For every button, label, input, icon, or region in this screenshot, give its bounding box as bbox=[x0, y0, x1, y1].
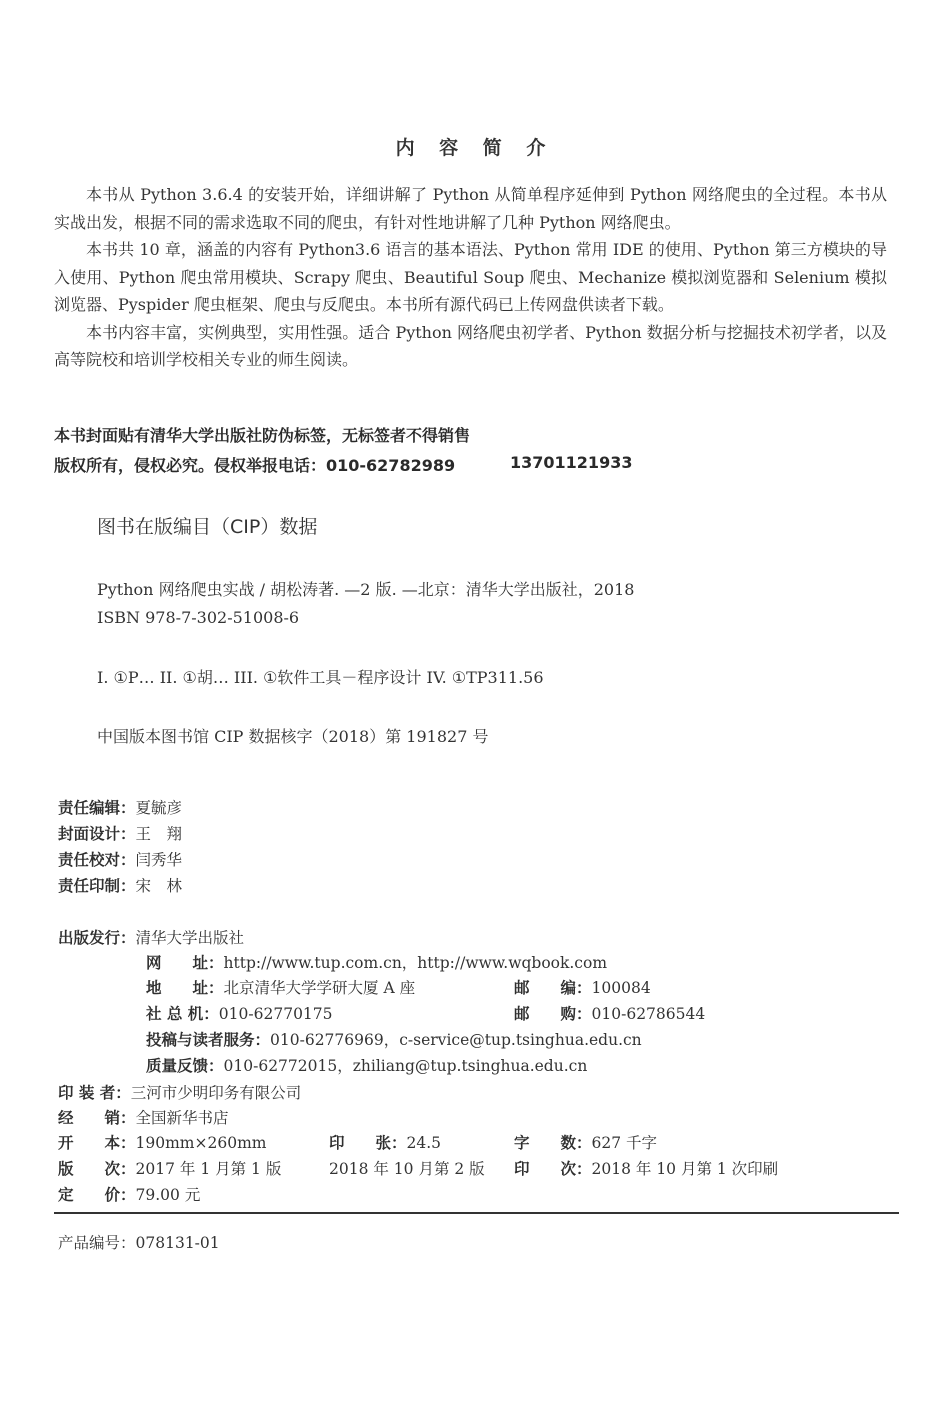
publisher-website: 网 址：http://www.tup.com.cn，http://www.wqbook.com bbox=[146, 954, 608, 972]
publisher-quality-feedback: 质量反馈：010-62772015，zhiliang@tup.tsinghua.edu.cn bbox=[146, 1057, 588, 1075]
product-code-row: 产品编号：078131-01 bbox=[58, 1234, 220, 1252]
impression-row: 印 次：2018 年 10 月第 1 次印刷 bbox=[514, 1160, 779, 1178]
divider-line bbox=[54, 1212, 899, 1214]
edition-row: 版 次：2017 年 1 月第 1 版 bbox=[58, 1160, 282, 1178]
intro-paragraph: 本书共 10 章，涵盖的内容有 Python3.6 语言的基本语法、Python 常用 IDE 的使用、Python 第三方模块的导入使用、Python 爬虫常用模块、Scrapy 爬虫、Beautiful Soup 爬虫、Mechanize 模拟浏览器和 Selenium 模拟浏览器、Pyspider 爬虫框架、爬虫与反爬虫。本书所有源代码已上传网盘供读者下载。 bbox=[54, 240, 887, 314]
cip-heading: 图书在版编目（CIP）数据 bbox=[97, 516, 318, 538]
anti-counterfeit-notice: 本书封面贴有清华大学出版社防伪标签，无标签者不得销售 bbox=[54, 426, 471, 445]
printer-row: 印 装 者：三河市少明印务有限公司 bbox=[58, 1084, 302, 1102]
report-phone-2: 13701121933 bbox=[510, 453, 633, 472]
cip-record: 中国版本图书馆 CIP 数据核字（2018）第 191827 号 bbox=[97, 727, 489, 746]
copyright-line: 版权所有，侵权必究。侵权举报电话：010-62782989 bbox=[54, 456, 456, 475]
publisher-mail-order: 邮 购：010-62786544 bbox=[514, 1005, 706, 1023]
cip-isbn: ISBN 978-7-302-51008-6 bbox=[97, 608, 300, 627]
staff-proofreader: 责任校对：闫秀华 bbox=[58, 851, 183, 869]
publisher-address: 地 址：北京清华大学学研大厦 A 座 bbox=[146, 979, 416, 997]
staff-print-supervisor: 责任印制：宋 林 bbox=[58, 877, 183, 895]
intro-paragraph: 本书内容丰富，实例典型，实用性强。适合 Python 网络爬虫初学者、Python 数据分析与挖掘技术初学者，以及高等院校和培训学校相关专业的师生阅读。 bbox=[54, 322, 887, 369]
intro-paragraph: 本书从 Python 3.6.4 的安装开始，详细讲解了 Python 从简单程序延伸到 Python 网络爬虫的全过程。本书从实战出发，根据不同的需求选取不同的爬虫，有针对性地讲解了几种 Python 网络爬虫。 bbox=[54, 185, 887, 232]
staff-cover-designer: 封面设计：王 翔 bbox=[58, 825, 183, 843]
word-count-row: 字 数：627 千字 bbox=[514, 1134, 658, 1152]
price-row: 定 价：79.00 元 bbox=[58, 1186, 201, 1204]
sheets-row: 印 张：24.5 bbox=[329, 1134, 442, 1152]
format-row: 开 本：190mm×260mm bbox=[58, 1134, 267, 1152]
cip-title-line: Python 网络爬虫实战 / 胡松涛著. —2 版. —北京：清华大学出版社，2018 bbox=[97, 580, 635, 599]
distributor-row: 经 销：全国新华书店 bbox=[58, 1109, 229, 1127]
copyright-notice bbox=[54, 453, 694, 476]
publisher-switchboard: 社 总 机：010-62770175 bbox=[146, 1005, 333, 1023]
page-title: 内 容 简 介 bbox=[395, 137, 555, 159]
cip-classification: I. ①P… II. ①胡… III. ①软件工具－程序设计 IV. ①TP311.56 bbox=[97, 668, 544, 687]
second-edition: 2018 年 10 月第 2 版 bbox=[329, 1160, 485, 1178]
publisher-row: 出版发行：清华大学出版社 bbox=[58, 929, 245, 947]
staff-editor: 责任编辑：夏毓彦 bbox=[58, 799, 183, 817]
publisher-zip: 邮 编：100084 bbox=[514, 979, 651, 997]
intro-body bbox=[54, 181, 887, 374]
publisher-reader-service: 投稿与读者服务：010-62776969，c-service@tup.tsinghua.edu.cn bbox=[146, 1031, 642, 1049]
